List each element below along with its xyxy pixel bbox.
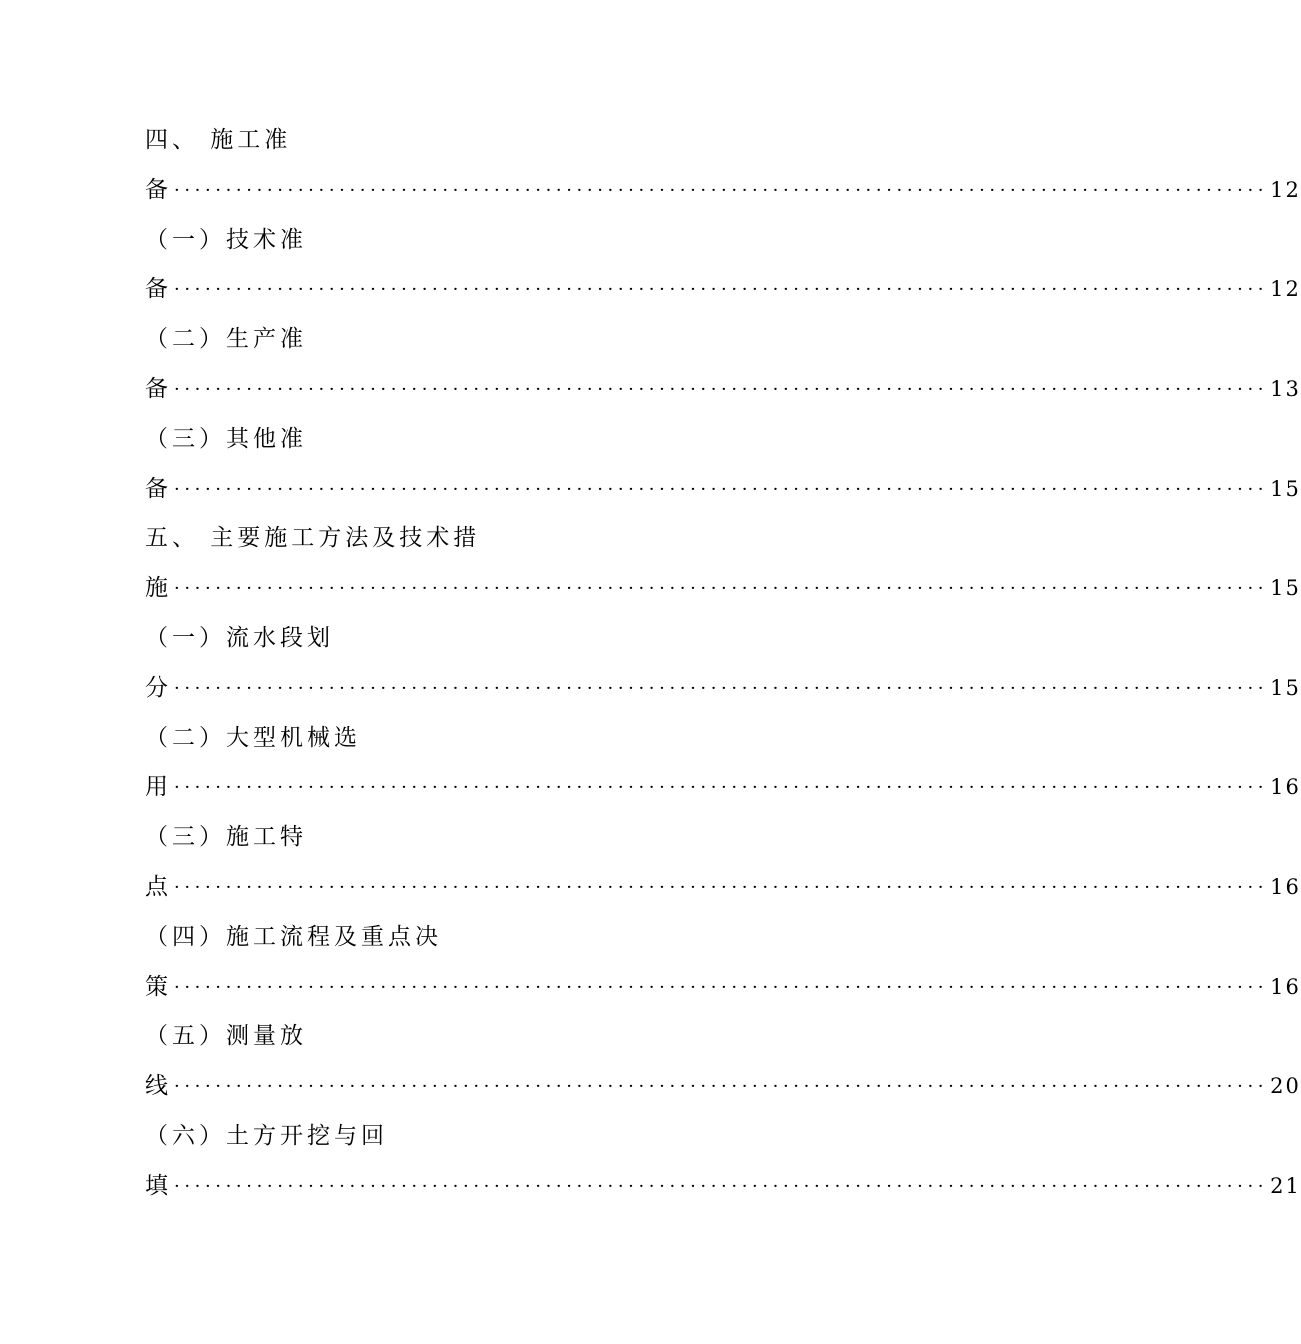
toc-entry[interactable] <box>145 913 1301 1013</box>
toc-page-number: 15 <box>1270 675 1301 700</box>
toc-entry-title: （五）测量放 <box>145 1023 307 1050</box>
toc-entry-leader-line <box>145 863 1301 913</box>
toc-dot-leader: ·········································································································· <box>174 279 1269 301</box>
toc-entry-leader-line <box>145 166 1301 216</box>
toc-page-number: 15 <box>1270 476 1301 501</box>
toc-page-number: 21 <box>1270 1173 1301 1198</box>
toc-entry-title-end: 备 <box>145 176 168 203</box>
toc-entry-leader-line <box>145 465 1301 515</box>
toc-entry-leader-line <box>145 763 1301 813</box>
toc-entry-title-end: 分 <box>145 674 168 701</box>
toc-entry-title: （二）大型机械选 <box>145 724 361 751</box>
toc-entry-title-end: 备 <box>145 475 168 502</box>
toc-entry-title: （三）其他准 <box>145 425 307 452</box>
toc-entry-title: （一）技术准 <box>145 226 307 253</box>
toc-entry-leader-line <box>145 564 1301 614</box>
toc-entry-leader-line <box>145 963 1301 1013</box>
toc-dot-leader: ·········································································································· <box>174 1076 1269 1098</box>
toc-entry[interactable] <box>145 315 1301 415</box>
toc-page-number: 12 <box>1270 177 1301 202</box>
toc-dot-leader: ·········································································································· <box>174 1175 1269 1197</box>
toc-entry-title-end: 备 <box>145 276 168 303</box>
toc-entry-title-end: 施 <box>145 575 168 602</box>
toc-entry-leader-line <box>145 365 1301 415</box>
toc-dot-leader: ·········································································································· <box>174 179 1269 201</box>
toc-page-number: 16 <box>1270 775 1301 800</box>
toc-dot-leader: ·········································································································· <box>174 976 1269 998</box>
toc-dot-leader: ·········································································································· <box>174 777 1269 799</box>
toc-entry-leader-line <box>145 265 1301 315</box>
toc-dot-leader: ·········································································································· <box>174 478 1269 500</box>
toc-entry-title: （六）土方开挖与回 <box>145 1122 388 1149</box>
table-of-contents <box>145 116 1301 1212</box>
toc-dot-leader: ·········································································································· <box>174 677 1269 699</box>
toc-entry-title: 四、 施工准 <box>145 127 292 153</box>
toc-page-number: 20 <box>1270 1074 1301 1099</box>
toc-entry-leader-line <box>145 1162 1301 1212</box>
toc-entry[interactable] <box>145 514 1301 614</box>
toc-entry[interactable] <box>145 714 1301 814</box>
toc-entry-title: （三）施工特 <box>145 824 307 851</box>
toc-entry[interactable] <box>145 813 1301 913</box>
toc-entry[interactable] <box>145 415 1301 515</box>
toc-entry-title-end: 点 <box>145 873 168 900</box>
toc-entry-title-end: 备 <box>145 375 168 402</box>
toc-entry[interactable] <box>145 116 1301 216</box>
toc-entry-title: 五、 主要施工方法及技术措 <box>145 525 481 552</box>
toc-dot-leader: ·········································································································· <box>174 876 1269 898</box>
toc-entry-leader-line <box>145 664 1301 714</box>
toc-page-number: 16 <box>1270 974 1301 999</box>
toc-page-number: 15 <box>1270 576 1301 601</box>
toc-entry[interactable] <box>145 1112 1301 1212</box>
toc-entry[interactable] <box>145 216 1301 316</box>
toc-entry-title-end: 填 <box>145 1172 168 1199</box>
toc-entry-title-end: 用 <box>145 774 168 801</box>
toc-entry-title: （二）生产准 <box>145 326 307 353</box>
toc-page-number: 13 <box>1270 376 1301 401</box>
toc-entry[interactable] <box>145 614 1301 714</box>
toc-entry[interactable] <box>145 1012 1301 1112</box>
toc-entry-leader-line <box>145 1062 1301 1112</box>
toc-page-number: 16 <box>1270 874 1301 899</box>
toc-page-number: 12 <box>1270 277 1301 302</box>
toc-entry-title-end: 策 <box>145 973 168 1000</box>
toc-entry-title-end: 线 <box>145 1073 168 1100</box>
toc-dot-leader: ·········································································································· <box>174 378 1269 400</box>
toc-entry-title: （一）流水段划 <box>145 624 334 651</box>
toc-entry-title: （四）施工流程及重点决 <box>145 923 442 950</box>
toc-dot-leader: ·········································································································· <box>174 578 1269 600</box>
